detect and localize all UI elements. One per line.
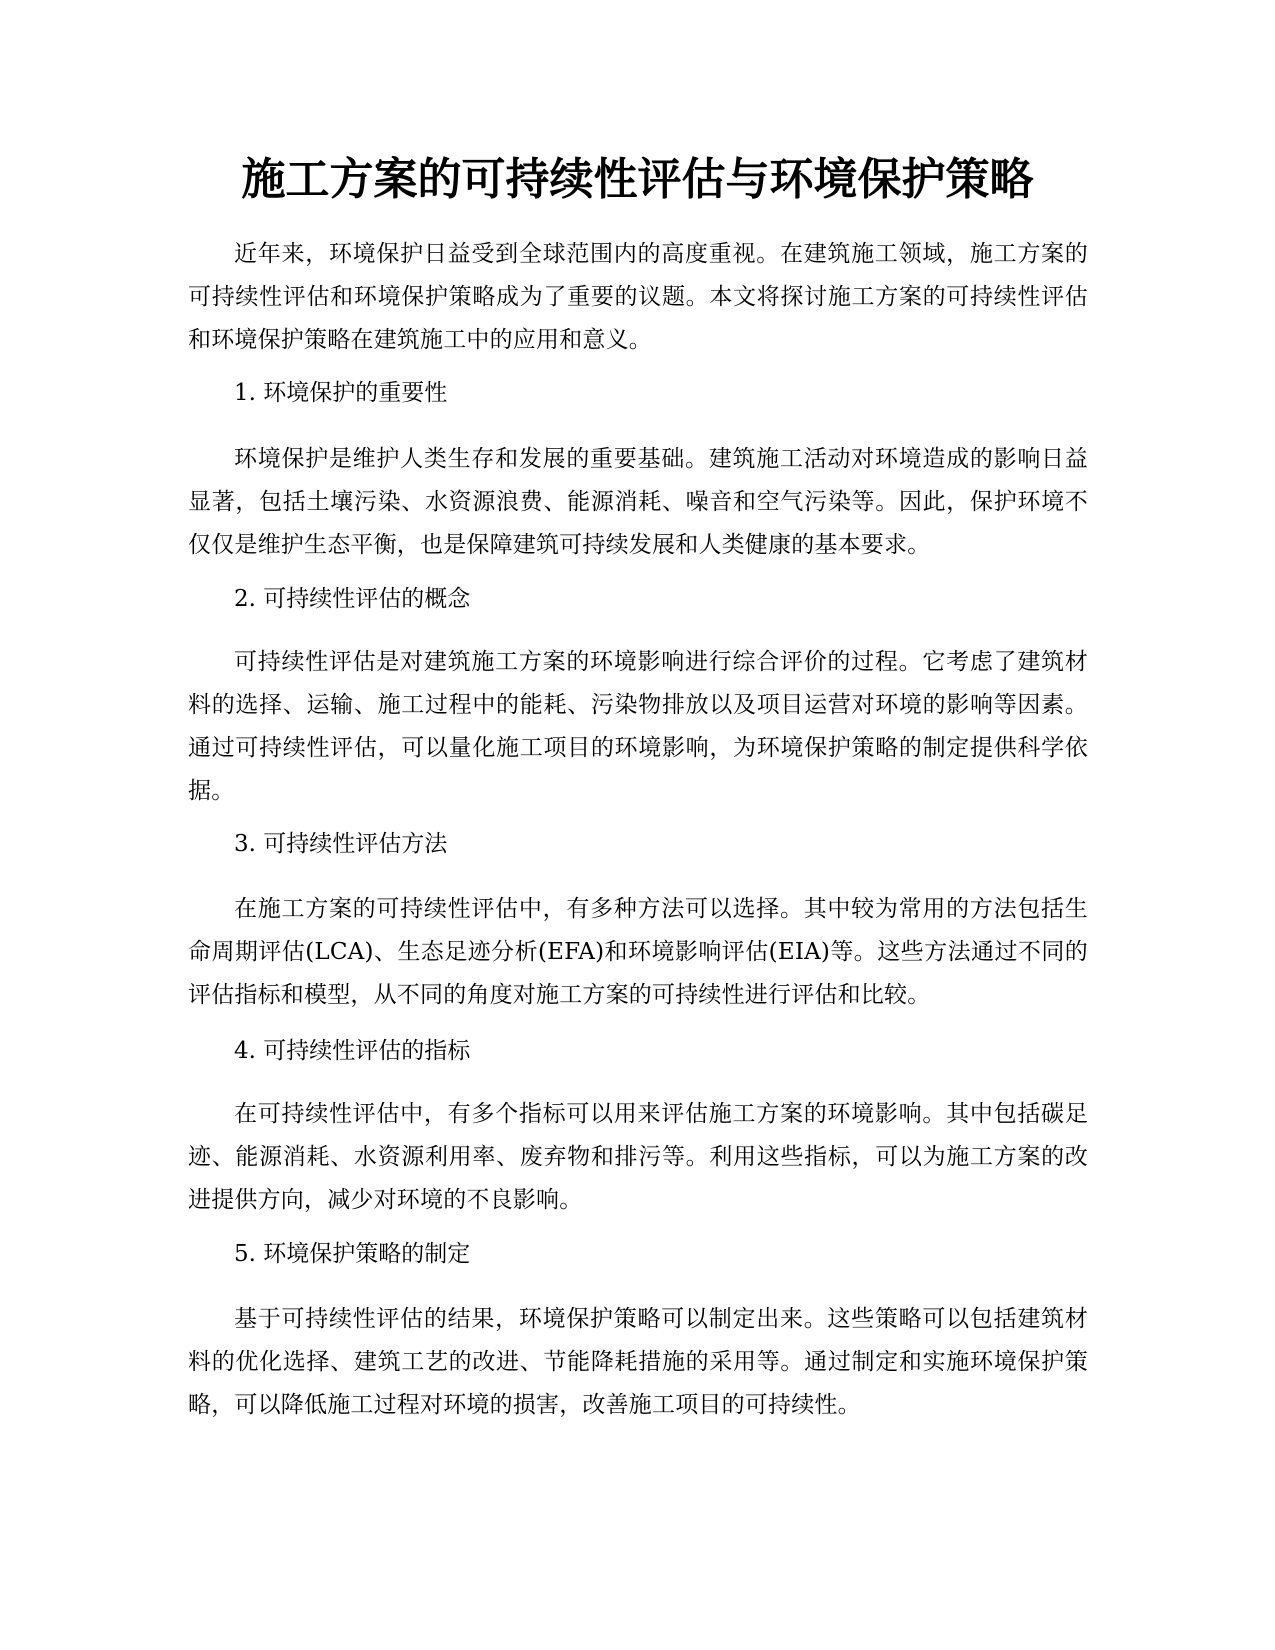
section-heading-3: 3. 可持续性评估方法 [234, 831, 448, 857]
section-heading-2: 2. 可持续性评估的概念 [234, 586, 471, 612]
document-title: 施工方案的可持续性评估与环境保护策略 [241, 154, 1034, 205]
section-heading-4: 4. 可持续性评估的指标 [234, 1038, 471, 1064]
section-paragraph-2: 可持续性评估是对建筑施工方案的环境影响进行综合评价的过程。它考虑了建筑材料的选择、运输、施工过程中的能耗、污染物排放以及项目运营对环境的影响等因素。通过可持续性评估，可以量化施工项目的环境影响，为环境保护策略的制定提供科学依据。 [188, 649, 1088, 804]
section-paragraph-4: 在可持续性评估中，有多个指标可以用来评估施工方案的环境影响。其中包括碳足迹、能源消耗、水资源利用率、废弃物和排污等。利用这些指标，可以为施工方案的改进提供方向，减少对环境的不良影响。 [188, 1101, 1088, 1213]
section-paragraph-3: 在施工方案的可持续性评估中，有多种方法可以选择。其中较为常用的方法包括生命周期评估(LCA)、生态足迹分析(EFA)和环境影响评估(EIA)等。这些方法通过不同的评估指标和模型，从不同的角度对施工方案的可持续性进行评估和比较。 [188, 896, 1088, 1008]
section-paragraph-1: 环境保护是维护人类生存和发展的重要基础。建筑施工活动对环境造成的影响日益显著，包括土壤污染、水资源浪费、能源消耗、噪音和空气污染等。因此，保护环境不仅仅是维护生态平衡，也是保障建筑可持续发展和人类健康的基本要求。 [188, 446, 1088, 558]
section-heading-5: 5. 环境保护策略的制定 [234, 1241, 471, 1267]
intro-paragraph: 近年来，环境保护日益受到全球范围内的高度重视。在建筑施工领域，施工方案的可持续性评估和环境保护策略成为了重要的议题。本文将探讨施工方案的可持续性评估和环境保护策略在建筑施工中的应用和意义。 [188, 241, 1088, 353]
section-paragraph-5: 基于可持续性评估的结果，环境保护策略可以制定出来。这些策略可以包括建筑材料的优化选择、建筑工艺的改进、节能降耗措施的采用等。通过制定和实施环境保护策略，可以降低施工过程对环境的损害，改善施工项目的可持续性。 [188, 1306, 1088, 1418]
section-heading-1: 1. 环境保护的重要性 [234, 380, 448, 406]
